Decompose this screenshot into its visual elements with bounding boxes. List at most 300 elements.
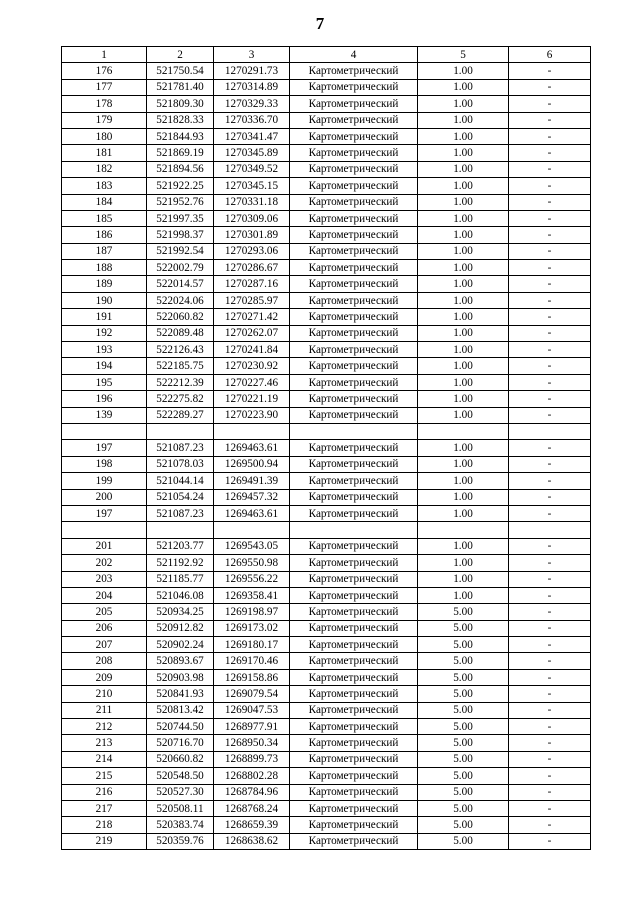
table-cell: - xyxy=(509,571,591,587)
table-cell: Картометрический xyxy=(290,260,418,276)
table-cell: Картометрический xyxy=(290,128,418,144)
table-cell: Картометрический xyxy=(290,669,418,685)
table-cell: 1269173.02 xyxy=(214,620,290,636)
table-cell: Картометрический xyxy=(290,309,418,325)
table-cell: Картометрический xyxy=(290,489,418,505)
table-cell: 1269463.61 xyxy=(214,440,290,456)
table-cell: 199 xyxy=(62,473,147,489)
coordinates-table xyxy=(61,46,591,850)
table-cell xyxy=(509,423,591,439)
table-cell xyxy=(509,522,591,538)
table-cell: 1269180.17 xyxy=(214,637,290,653)
table-cell: 5.00 xyxy=(418,833,509,849)
table-cell: 1.00 xyxy=(418,63,509,79)
table-cell: 200 xyxy=(62,489,147,505)
table-row xyxy=(62,227,591,243)
table-cell: 522014.57 xyxy=(147,276,214,292)
table-cell: - xyxy=(509,292,591,308)
table-cell: 1270345.89 xyxy=(214,145,290,161)
table-cell: - xyxy=(509,620,591,636)
table-cell: 1268638.62 xyxy=(214,833,290,849)
table-cell: - xyxy=(509,833,591,849)
table-cell: 183 xyxy=(62,178,147,194)
table-row xyxy=(62,210,591,226)
table-row xyxy=(62,96,591,112)
table-row xyxy=(62,637,591,653)
table-row xyxy=(62,325,591,341)
table-cell: 211 xyxy=(62,702,147,718)
table-cell: - xyxy=(509,735,591,751)
table-cell: 195 xyxy=(62,374,147,390)
table-cell: 1270223.90 xyxy=(214,407,290,423)
table-row xyxy=(62,571,591,587)
column-header: 1 xyxy=(62,47,147,63)
table-row xyxy=(62,63,591,79)
table-cell: Картометрический xyxy=(290,800,418,816)
table-cell: 5.00 xyxy=(418,817,509,833)
table-row xyxy=(62,407,591,423)
table-cell: 1269170.46 xyxy=(214,653,290,669)
table-cell: 1.00 xyxy=(418,571,509,587)
table-cell: 521828.33 xyxy=(147,112,214,128)
table-cell: 5.00 xyxy=(418,800,509,816)
table-row xyxy=(62,112,591,128)
table-cell: Картометрический xyxy=(290,63,418,79)
table-row xyxy=(62,440,591,456)
table-cell: 1.00 xyxy=(418,96,509,112)
table-row xyxy=(62,342,591,358)
table-row xyxy=(62,735,591,751)
table-cell: 5.00 xyxy=(418,686,509,702)
table-cell: 5.00 xyxy=(418,604,509,620)
table-cell: 1268899.73 xyxy=(214,751,290,767)
table-cell: 210 xyxy=(62,686,147,702)
table-row xyxy=(62,260,591,276)
table-cell: 182 xyxy=(62,161,147,177)
table-cell xyxy=(418,522,509,538)
table-cell: Картометрический xyxy=(290,817,418,833)
table-cell: 187 xyxy=(62,243,147,259)
table-cell: 1.00 xyxy=(418,161,509,177)
table-cell: 521750.54 xyxy=(147,63,214,79)
table-cell: 1.00 xyxy=(418,555,509,571)
table-cell: 139 xyxy=(62,407,147,423)
table-cell: 205 xyxy=(62,604,147,620)
table-cell: - xyxy=(509,784,591,800)
table-cell: 185 xyxy=(62,210,147,226)
table-cell: 521192.92 xyxy=(147,555,214,571)
table-cell: 1270221.19 xyxy=(214,391,290,407)
table-cell: - xyxy=(509,342,591,358)
table-cell: 1270336.70 xyxy=(214,112,290,128)
table-row xyxy=(62,751,591,767)
table-cell: 1269500.94 xyxy=(214,456,290,472)
table-cell: 197 xyxy=(62,440,147,456)
table-cell xyxy=(62,522,147,538)
table-cell: 521781.40 xyxy=(147,79,214,95)
table-cell: 520893.67 xyxy=(147,653,214,669)
page-number: 7 xyxy=(315,14,325,33)
table-cell: 1.00 xyxy=(418,210,509,226)
table-cell: 522126.43 xyxy=(147,342,214,358)
table-cell: - xyxy=(509,604,591,620)
table-cell: 1270341.47 xyxy=(214,128,290,144)
table-cell: 521809.30 xyxy=(147,96,214,112)
table-cell: Картометрический xyxy=(290,653,418,669)
table-row xyxy=(62,653,591,669)
table-cell xyxy=(290,522,418,538)
table-cell: 1.00 xyxy=(418,292,509,308)
table-row xyxy=(62,423,591,439)
table-cell: - xyxy=(509,555,591,571)
table-cell: Картометрический xyxy=(290,587,418,603)
table-cell: Картометрический xyxy=(290,292,418,308)
table-cell: 1269158.86 xyxy=(214,669,290,685)
table-cell: 1.00 xyxy=(418,391,509,407)
table-cell: 1.00 xyxy=(418,587,509,603)
column-header: 6 xyxy=(509,47,591,63)
table-row xyxy=(62,833,591,849)
table-cell: 520716.70 xyxy=(147,735,214,751)
table-cell: 1268950.34 xyxy=(214,735,290,751)
table-cell: Картометрический xyxy=(290,227,418,243)
table-row xyxy=(62,719,591,735)
table-row xyxy=(62,702,591,718)
table-cell: 1269358.41 xyxy=(214,587,290,603)
table-cell xyxy=(62,423,147,439)
table-cell: 520548.50 xyxy=(147,768,214,784)
table-row xyxy=(62,374,591,390)
table-row xyxy=(62,391,591,407)
table-cell: 191 xyxy=(62,309,147,325)
table-cell: Картометрический xyxy=(290,538,418,554)
table-row xyxy=(62,686,591,702)
table-cell: 1.00 xyxy=(418,79,509,95)
table-cell: 176 xyxy=(62,63,147,79)
table-cell: 520359.76 xyxy=(147,833,214,849)
table-cell: 1269463.61 xyxy=(214,505,290,521)
table-cell: Картометрический xyxy=(290,571,418,587)
table-cell: Картометрический xyxy=(290,751,418,767)
table-row xyxy=(62,161,591,177)
table-cell: 1.00 xyxy=(418,145,509,161)
table-cell: 1.00 xyxy=(418,538,509,554)
table-row xyxy=(62,587,591,603)
table-cell: Картометрический xyxy=(290,145,418,161)
table-row xyxy=(62,505,591,521)
table-cell: 212 xyxy=(62,719,147,735)
table-cell: - xyxy=(509,178,591,194)
table-cell: - xyxy=(509,456,591,472)
table-body xyxy=(62,63,591,850)
table-cell: 520841.93 xyxy=(147,686,214,702)
table-cell: 522024.06 xyxy=(147,292,214,308)
table-cell: 520912.82 xyxy=(147,620,214,636)
table-cell: - xyxy=(509,227,591,243)
table-cell: 1270287.16 xyxy=(214,276,290,292)
table-row xyxy=(62,243,591,259)
table-row xyxy=(62,669,591,685)
table-cell: - xyxy=(509,96,591,112)
table-cell: Картометрический xyxy=(290,637,418,653)
table-cell: 5.00 xyxy=(418,784,509,800)
table-cell: Картометрический xyxy=(290,473,418,489)
table-cell: 1269457.32 xyxy=(214,489,290,505)
table-cell: - xyxy=(509,587,591,603)
table-row xyxy=(62,292,591,308)
table-cell: Картометрический xyxy=(290,686,418,702)
table-cell: - xyxy=(509,489,591,505)
table-cell: Картометрический xyxy=(290,604,418,620)
table-cell: 5.00 xyxy=(418,669,509,685)
table-cell xyxy=(214,522,290,538)
table-cell: Картометрический xyxy=(290,768,418,784)
table-cell: 1.00 xyxy=(418,194,509,210)
table-cell: - xyxy=(509,538,591,554)
table-cell: Картометрический xyxy=(290,555,418,571)
table-cell: 206 xyxy=(62,620,147,636)
table-cell: - xyxy=(509,473,591,489)
table-cell: 5.00 xyxy=(418,702,509,718)
table-cell: 190 xyxy=(62,292,147,308)
table-cell: 1269550.98 xyxy=(214,555,290,571)
table-row xyxy=(62,555,591,571)
table-cell: Картометрический xyxy=(290,358,418,374)
table-cell: 208 xyxy=(62,653,147,669)
table-cell: Картометрический xyxy=(290,161,418,177)
table-cell: 1.00 xyxy=(418,128,509,144)
table-row xyxy=(62,276,591,292)
table-cell: 520934.25 xyxy=(147,604,214,620)
table-cell: 203 xyxy=(62,571,147,587)
table-cell: 181 xyxy=(62,145,147,161)
table-cell xyxy=(290,423,418,439)
table-row xyxy=(62,309,591,325)
table-cell: 1270291.73 xyxy=(214,63,290,79)
table-cell: - xyxy=(509,161,591,177)
table-cell: 521998.37 xyxy=(147,227,214,243)
table-cell: 521087.23 xyxy=(147,505,214,521)
table-cell: 5.00 xyxy=(418,768,509,784)
table-row xyxy=(62,604,591,620)
table-cell: 520527.30 xyxy=(147,784,214,800)
table-cell: 1270331.18 xyxy=(214,194,290,210)
table-header-row xyxy=(62,47,591,63)
table-cell: Картометрический xyxy=(290,407,418,423)
table-cell: Картометрический xyxy=(290,325,418,341)
table-cell: 5.00 xyxy=(418,719,509,735)
table-cell: - xyxy=(509,309,591,325)
table-cell: 520903.98 xyxy=(147,669,214,685)
table-cell: 1.00 xyxy=(418,374,509,390)
table-cell: - xyxy=(509,768,591,784)
table-cell xyxy=(147,522,214,538)
table-cell: 1.00 xyxy=(418,342,509,358)
table-cell: - xyxy=(509,637,591,653)
table-cell: 522275.82 xyxy=(147,391,214,407)
table-cell: Картометрический xyxy=(290,735,418,751)
table-cell: 1.00 xyxy=(418,227,509,243)
table-cell: 521046.08 xyxy=(147,587,214,603)
column-header: 4 xyxy=(290,47,418,63)
table-cell: - xyxy=(509,243,591,259)
table-cell: Картометрический xyxy=(290,112,418,128)
table-cell: 179 xyxy=(62,112,147,128)
table-cell: 1.00 xyxy=(418,407,509,423)
table-cell: 5.00 xyxy=(418,751,509,767)
table-cell xyxy=(147,423,214,439)
table-cell: 521992.54 xyxy=(147,243,214,259)
table-cell: 197 xyxy=(62,505,147,521)
table-cell: 521922.25 xyxy=(147,178,214,194)
table-cell: 520660.82 xyxy=(147,751,214,767)
table-cell: 1270329.33 xyxy=(214,96,290,112)
table-cell: 5.00 xyxy=(418,735,509,751)
table-row xyxy=(62,456,591,472)
table-cell: - xyxy=(509,686,591,702)
table-cell: 5.00 xyxy=(418,620,509,636)
table-cell: Картометрический xyxy=(290,620,418,636)
table-row xyxy=(62,79,591,95)
table-cell: - xyxy=(509,358,591,374)
table-row xyxy=(62,800,591,816)
table-cell: 1269556.22 xyxy=(214,571,290,587)
table-cell: 214 xyxy=(62,751,147,767)
table-cell: 1268802.28 xyxy=(214,768,290,784)
table-cell: - xyxy=(509,210,591,226)
table-cell: 177 xyxy=(62,79,147,95)
table-cell: - xyxy=(509,79,591,95)
table-cell: 1.00 xyxy=(418,309,509,325)
table-cell: - xyxy=(509,374,591,390)
table-cell: Картометрический xyxy=(290,505,418,521)
table-cell: - xyxy=(509,817,591,833)
table-cell: Картометрический xyxy=(290,391,418,407)
table-cell: 521997.35 xyxy=(147,210,214,226)
table-cell: 1.00 xyxy=(418,358,509,374)
table-cell: 1.00 xyxy=(418,489,509,505)
table-cell: 521844.93 xyxy=(147,128,214,144)
table-cell: Картометрический xyxy=(290,456,418,472)
column-header: 5 xyxy=(418,47,509,63)
table-cell: 1270227.46 xyxy=(214,374,290,390)
table-row xyxy=(62,768,591,784)
table-cell: Картометрический xyxy=(290,194,418,210)
table-cell: Картометрический xyxy=(290,440,418,456)
table-cell: 219 xyxy=(62,833,147,849)
table-cell: 1269543.05 xyxy=(214,538,290,554)
table-cell xyxy=(214,423,290,439)
table-cell: 520902.24 xyxy=(147,637,214,653)
table-cell: 207 xyxy=(62,637,147,653)
table-cell: 1270285.97 xyxy=(214,292,290,308)
table-cell: - xyxy=(509,128,591,144)
table-cell: 1.00 xyxy=(418,505,509,521)
table-cell: 194 xyxy=(62,358,147,374)
table-cell: - xyxy=(509,653,591,669)
table-row xyxy=(62,538,591,554)
table-cell: 522002.79 xyxy=(147,260,214,276)
table-cell: - xyxy=(509,145,591,161)
table-cell: Картометрический xyxy=(290,784,418,800)
table-cell: 196 xyxy=(62,391,147,407)
table-cell: 213 xyxy=(62,735,147,751)
table-cell: 1268977.91 xyxy=(214,719,290,735)
table-cell: Картометрический xyxy=(290,79,418,95)
table-cell: - xyxy=(509,260,591,276)
table-row xyxy=(62,194,591,210)
table-cell: 1269491.39 xyxy=(214,473,290,489)
table-cell: 1270301.89 xyxy=(214,227,290,243)
table-cell: 1.00 xyxy=(418,473,509,489)
table-cell: 1.00 xyxy=(418,276,509,292)
table-cell: Картометрический xyxy=(290,702,418,718)
table-cell: 204 xyxy=(62,587,147,603)
table-cell: 521185.77 xyxy=(147,571,214,587)
table-row xyxy=(62,358,591,374)
table-cell: 5.00 xyxy=(418,653,509,669)
table-cell: 1269198.97 xyxy=(214,604,290,620)
table-cell: 521869.19 xyxy=(147,145,214,161)
table-cell: 1.00 xyxy=(418,178,509,194)
table-cell: 1270293.06 xyxy=(214,243,290,259)
table-row xyxy=(62,489,591,505)
table-row xyxy=(62,620,591,636)
table-cell: 520383.74 xyxy=(147,817,214,833)
table-cell: 1270309.06 xyxy=(214,210,290,226)
table-cell: Картометрический xyxy=(290,210,418,226)
table-cell: 1270271.42 xyxy=(214,309,290,325)
table-cell: 522089.48 xyxy=(147,325,214,341)
table-cell: 188 xyxy=(62,260,147,276)
table-cell: 216 xyxy=(62,784,147,800)
table-cell: Картометрический xyxy=(290,243,418,259)
table-cell: 1.00 xyxy=(418,456,509,472)
table-cell: 1.00 xyxy=(418,243,509,259)
table-cell: 192 xyxy=(62,325,147,341)
table-cell: - xyxy=(509,112,591,128)
table-cell: 186 xyxy=(62,227,147,243)
table-cell: - xyxy=(509,276,591,292)
table-cell: 520508.11 xyxy=(147,800,214,816)
table-cell: - xyxy=(509,751,591,767)
column-header: 3 xyxy=(214,47,290,63)
table-row xyxy=(62,128,591,144)
table-cell: 180 xyxy=(62,128,147,144)
table-cell: 522060.82 xyxy=(147,309,214,325)
table-cell: 1270349.52 xyxy=(214,161,290,177)
table-cell: 202 xyxy=(62,555,147,571)
table-cell: Картометрический xyxy=(290,342,418,358)
table-cell: 1.00 xyxy=(418,260,509,276)
table-cell xyxy=(418,423,509,439)
table-cell: - xyxy=(509,325,591,341)
table-cell: - xyxy=(509,391,591,407)
table-cell: - xyxy=(509,505,591,521)
table-row xyxy=(62,784,591,800)
table-cell: 1270286.67 xyxy=(214,260,290,276)
table-cell: - xyxy=(509,719,591,735)
table-cell: 522212.39 xyxy=(147,374,214,390)
table-cell: 218 xyxy=(62,817,147,833)
table-cell: 1268784.96 xyxy=(214,784,290,800)
table-cell: 1270262.07 xyxy=(214,325,290,341)
table-cell: - xyxy=(509,702,591,718)
table-row xyxy=(62,522,591,538)
table-cell: - xyxy=(509,669,591,685)
table-cell: 1270345.15 xyxy=(214,178,290,194)
table-cell: Картометрический xyxy=(290,719,418,735)
